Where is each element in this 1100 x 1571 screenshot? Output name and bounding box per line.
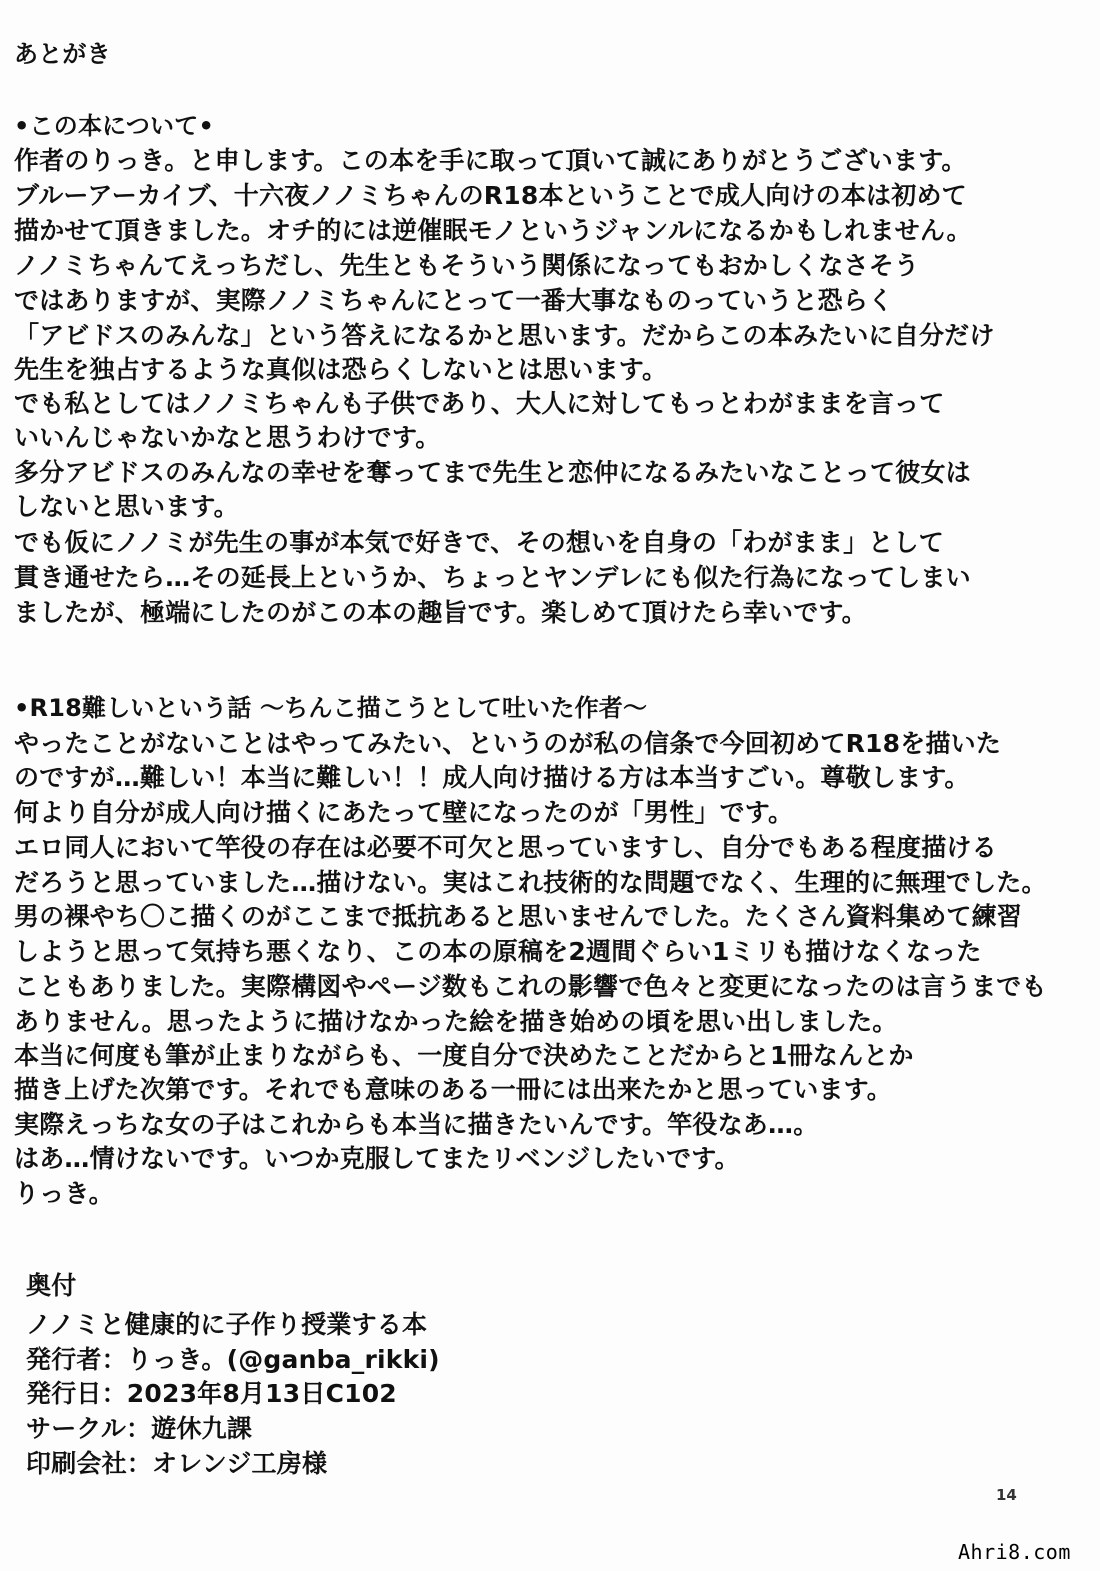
section2-line: だろうと思っていました…描けない。実はこれ技術的な問題でなく、生理的に無理でした。 (14, 868, 1047, 897)
colophon-printer: 印刷会社：オレンジ工房様 (26, 1449, 328, 1478)
watermark: Ahri8.com (958, 1540, 1071, 1564)
section2-line: 描き上げた次第です。それでも意味のある一冊には出来たかと思っています。 (14, 1075, 893, 1104)
afterword-title: あとがき (14, 40, 111, 68)
section2-line: エロ同人において竿役の存在は必要不可欠と思っていますし、自分でもある程度描ける (14, 833, 997, 862)
colophon-title: 奥付 (26, 1271, 77, 1300)
section1-line: 「アビドスのみんな」という答えになるかと思います。だからこの本みたいに自分だけ (14, 321, 995, 350)
section1-line: ノノミちゃんてえっちだし、先生ともそういう関係になってもおかしくなさそう (14, 251, 920, 280)
section1-line: でも私としてはノノミちゃんも子供であり、大人に対してもっとわがままを言って (14, 389, 945, 418)
section1-line: しないと思います。 (14, 492, 239, 521)
section1-line: でも仮にノノミが先生の事が本気で好きで、その想いを自身の「わがまま」として (14, 528, 944, 557)
section2-line: はあ…情けないです。いつか克服してまたリベンジしたいです。 (14, 1144, 740, 1173)
colophon-date: 発行日：2023年8月13日C102 (26, 1379, 397, 1408)
section1-line: ましたが、極端にしたのがこの本の趣旨です。楽しめて頂けたら幸いです。 (14, 598, 867, 627)
section1-line: 先生を独占するような真似は恐らくしないとは思います。 (14, 355, 668, 384)
section2-line: こともありました。実際構図やページ数もこれの影響で色々と変更になったのは言うまでも (14, 972, 1047, 1001)
page-number: 14 (996, 1486, 1017, 1504)
section2-line: 本当に何度も筆が止まりながらも、一度自分で決めたことだからと1冊なんとか (14, 1041, 914, 1070)
section2-line: 男の裸やち〇こ描くのがここまで抵抗あると思いませんでした。たくさん資料集めて練習 (14, 902, 1023, 931)
section1-line: ブルーアーカイブ、十六夜ノノミちゃんのR18本ということで成人向けの本は初めて (14, 181, 967, 210)
section2-line: 実際えっちな女の子はこれからも本当に描きたいんです。竿役なあ…。 (14, 1110, 819, 1139)
section1-line: 多分アビドスのみんなの幸せを奪ってまで先生と恋仲になるみたいなことって彼女は (14, 458, 971, 487)
section2-line: ありません。思ったように描けなかった絵を描き始めの頃を思い出しました。 (14, 1007, 898, 1036)
section1-line: 作者のりっき。と申します。この本を手に取って頂いて誠にありがとうございます。 (14, 146, 967, 175)
section2-line: やったことがないことはやってみたい、というのが私の信条で今回初めてR18を描いた (14, 729, 1002, 758)
colophon-book-title: ノノミと健康的に子作り授業する本 (26, 1310, 428, 1339)
colophon-circle: サークル：遊休九課 (26, 1414, 253, 1443)
author-signature: りっき。 (14, 1179, 114, 1208)
section2-line: しようと思って気持ち悪くなり、この本の原稿を2週間ぐらい1ミリも描けなくなった (14, 937, 982, 966)
section1-line: いいんじゃないかなと思うわけです。 (14, 423, 441, 452)
section1-line: ではありますが、実際ノノミちゃんにとって一番大事なものっていうと恐らく (14, 286, 894, 315)
section1-line: 描かせて頂きました。オチ的には逆催眠モノというジャンルになるかもしれません。 (14, 216, 972, 245)
colophon-publisher: 発行者：りっき。(@ganba_rikki) (26, 1345, 440, 1374)
section1-line: 貫き通せたら…その延長上というか、ちょっとヤンデレにも似た行為になってしまい (14, 563, 971, 592)
section1-heading: •この本について• (14, 112, 214, 140)
section2-line: 何より自分が成人向け描くにあたって壁になったのが「男性」です。 (14, 798, 794, 827)
section2-line: のですが…難しい！本当に難しい！！成人向け描ける方は本当すごい。尊敬します。 (14, 763, 970, 792)
section2-heading: •R18難しいという話 〜ちんこ描こうとして吐いた作者〜 (14, 694, 648, 722)
